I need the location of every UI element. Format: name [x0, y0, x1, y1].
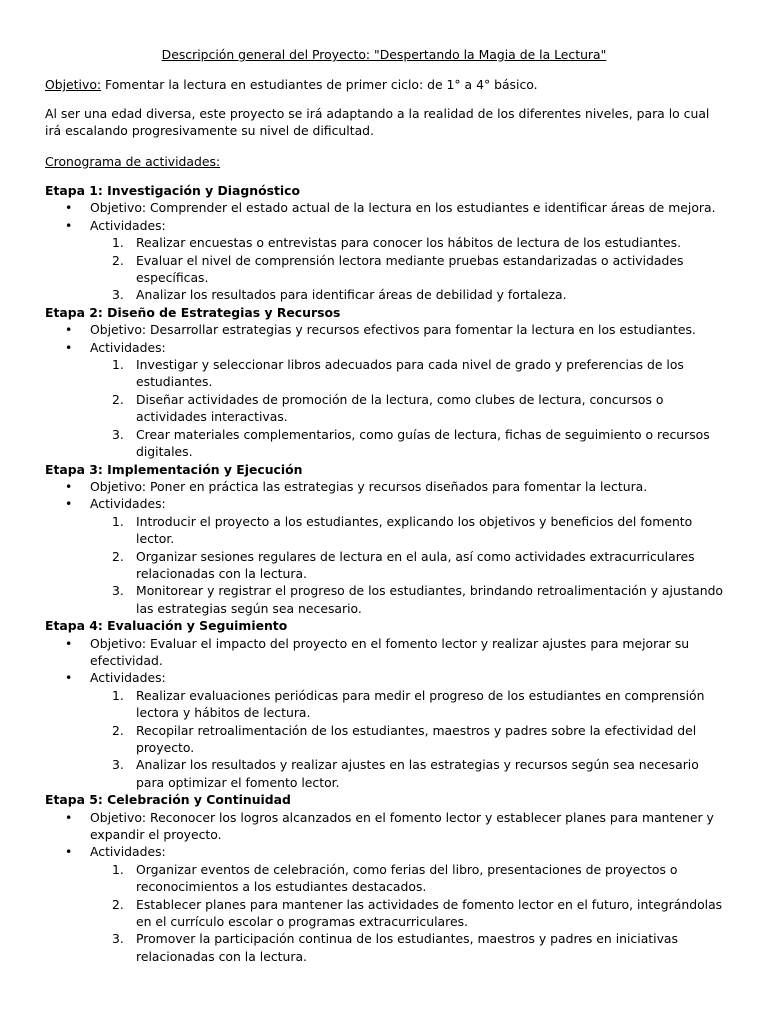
activity-number: 3.	[112, 426, 124, 442]
activity-item	[45, 930, 725, 965]
activity-number: 1.	[112, 687, 124, 703]
activity-text: Establecer planes para mantener las actividades de fomento lector en el futuro, integrándolas en el currículo escolar o programas extracurriculares.	[136, 896, 723, 930]
activity-text: Introducir el proyecto a los estudiantes, explicando los objetivos y beneficios del fomento lector.	[136, 513, 693, 547]
activity-number: 3.	[112, 931, 124, 947]
activity-text: Investigar y seleccionar libros adecuados para cada nivel de grado y preferencias de los estudiantes.	[136, 357, 684, 390]
activity-item	[45, 513, 725, 548]
activity-text: Crear materiales complementarios, como guías de lectura, fichas de seguimiento o recursos digitales.	[136, 426, 710, 460]
activity-text: Evaluar el nivel de comprensión lectora mediante pruebas estandarizadas o actividades específicas.	[136, 252, 684, 286]
cronograma-heading: Cronograma de actividades:	[45, 154, 221, 169]
project-objective	[45, 76, 725, 93]
stage-heading: Etapa 3: Implementación y Ejecución	[45, 461, 303, 477]
objective-text: Fomentar la lectura en estudiantes de primer ciclo: de 1° a 4° básico.	[101, 77, 538, 92]
activities-label: • Actividades:	[45, 339, 725, 356]
stages-list	[45, 182, 725, 965]
activity-text: Recopilar retroalimentación de los estudiantes, maestros y padres sobre la efectividad del proyecto.	[136, 722, 697, 755]
activity-number: 2.	[112, 391, 124, 407]
activity-number: 1.	[112, 513, 124, 529]
activity-text: Analizar los resultados para identificar áreas de debilidad y fortaleza.	[136, 287, 567, 303]
stage-objective: • Objetivo: Poner en práctica las estrategias y recursos diseñados para fomentar la lectura.	[45, 478, 725, 495]
activity-item	[45, 286, 725, 303]
stage-section	[45, 304, 725, 461]
activity-number: 2.	[112, 722, 124, 738]
stage-objective: • Objetivo: Reconocer los logros alcanzados en el fomento lector y establecer planes para mantener y expandir el proyecto.	[45, 809, 725, 844]
activities-label: • Actividades:	[45, 843, 725, 860]
activity-item	[45, 896, 725, 931]
activity-item	[45, 234, 725, 251]
activity-text: Monitorear y registrar el progreso de los estudiantes, brindando retroalimentación y ajustando las estrategias según sea necesario.	[136, 583, 724, 616]
stage-section	[45, 182, 725, 304]
activities-label: • Actividades:	[45, 217, 725, 234]
activity-number: 3.	[112, 287, 124, 303]
activity-text: Analizar los resultados y realizar ajustes en las estrategias y recursos según sea necesario para optimizar el fomento lector.	[136, 757, 699, 790]
activity-item	[45, 391, 725, 426]
activity-number: 1.	[112, 235, 124, 251]
activity-item	[45, 756, 725, 791]
stage-heading: Etapa 4: Evaluación y Seguimiento	[45, 618, 288, 634]
activity-number: 2.	[112, 548, 124, 564]
activity-number: 2.	[112, 252, 124, 268]
objective-label: Objetivo:	[45, 77, 102, 92]
stage-objective: • Objetivo: Evaluar el impacto del proyecto en el fomento lector y realizar ajustes para mejorar su efectividad.	[45, 635, 725, 670]
activity-text: Promover la participación continua de los estudiantes, maestros y padres en iniciativas relacionadas con la lectura.	[136, 931, 678, 964]
activities-label: • Actividades:	[45, 495, 725, 512]
activity-text: Realizar evaluaciones periódicas para medir el progreso de los estudiantes en comprensión lectora y hábitos de lectura.	[136, 687, 705, 721]
stage-section	[45, 461, 725, 618]
stage-heading: Etapa 2: Diseño de Estrategias y Recursos	[45, 304, 341, 320]
activity-item	[45, 252, 725, 287]
activity-number: 1.	[112, 357, 124, 373]
intro-paragraph: Al ser una edad diversa, este proyecto se irá adaptando a la realidad de los diferentes niveles, para lo cual irá escalando progresivamente su nivel de dificultad.	[45, 106, 710, 139]
activity-number: 3.	[112, 583, 124, 599]
activity-text: Organizar sesiones regulares de lectura en el aula, así como actividades extracurriculares relacionadas con la lectura.	[136, 548, 695, 581]
activity-item	[45, 356, 725, 391]
document-title: Descripción general del Proyecto: "Despertando la Magia de la Lectura"	[161, 47, 607, 62]
stage-section	[45, 617, 725, 791]
stage-objective: • Objetivo: Desarrollar estrategias y recursos efectivos para fomentar la lectura en los estudiantes.	[45, 321, 725, 338]
activity-item	[45, 687, 725, 722]
stage-heading: Etapa 5: Celebración y Continuidad	[45, 792, 291, 808]
activities-label: • Actividades:	[45, 669, 725, 686]
activity-text: Realizar encuestas o entrevistas para conocer los hábitos de lectura de los estudiantes.	[136, 235, 682, 251]
activity-text: Diseñar actividades de promoción de la lectura, como clubes de lectura, concursos o actividades interactivas.	[136, 391, 664, 425]
activity-number: 2.	[112, 896, 124, 912]
stage-section	[45, 791, 725, 965]
activity-item	[45, 548, 725, 583]
activity-item	[45, 426, 725, 461]
activity-item	[45, 582, 725, 617]
stage-objective: • Objetivo: Comprender el estado actual de la lectura en los estudiantes e identificar áreas de mejora.	[45, 199, 725, 216]
activity-text: Organizar eventos de celebración, como ferias del libro, presentaciones de proyectos o reconocimientos a los estudiantes destacados.	[136, 861, 678, 895]
activity-number: 1.	[112, 861, 124, 877]
stage-heading: Etapa 1: Investigación y Diagnóstico	[45, 183, 301, 198]
activity-number: 3.	[112, 757, 124, 773]
activity-item	[45, 722, 725, 757]
activity-item	[45, 861, 725, 896]
